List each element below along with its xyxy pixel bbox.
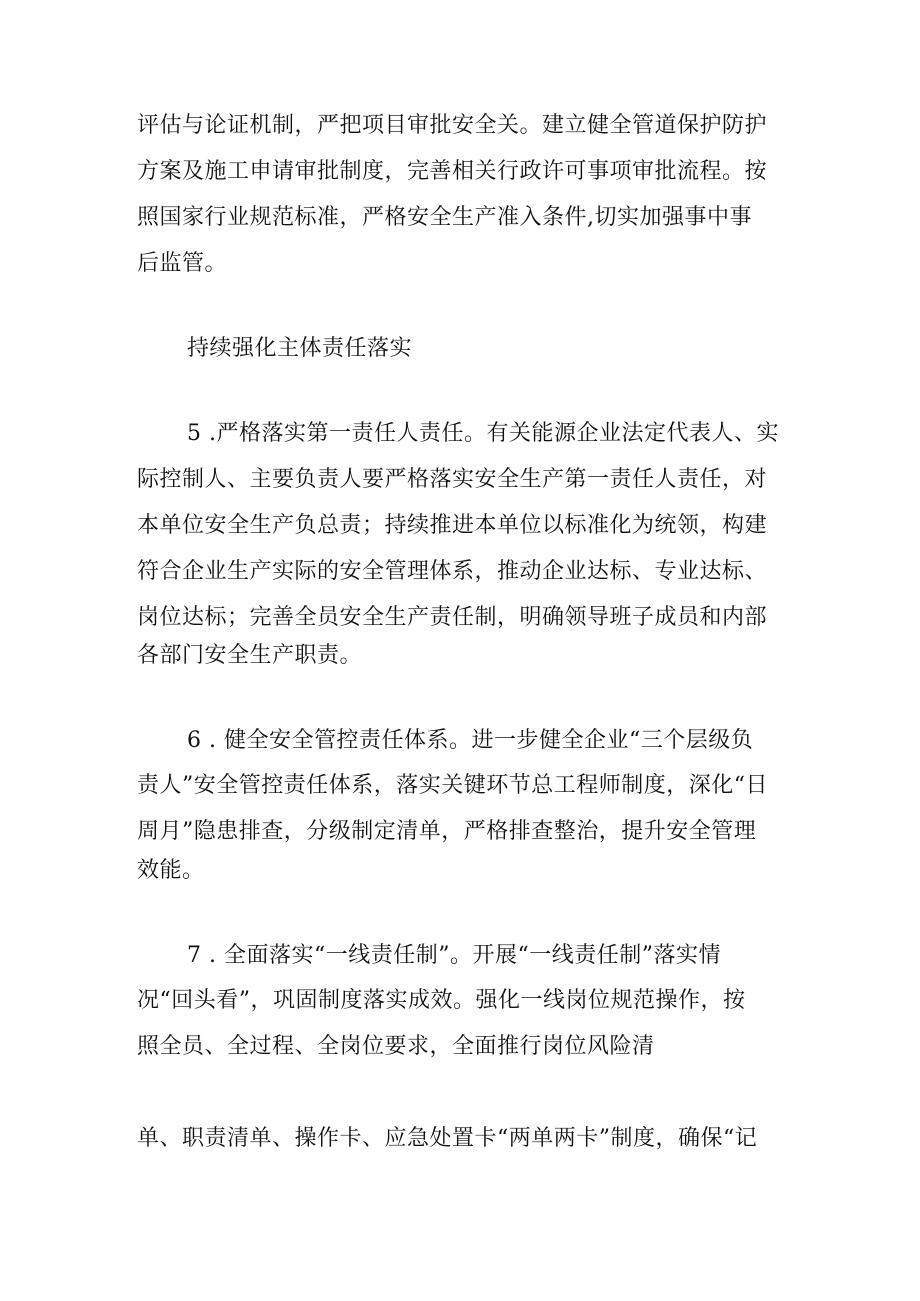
paragraph-line: 本单位安全生产负总责；持续推进本单位以标准化为统领，构建 (137, 513, 768, 538)
paragraph-line: 7 . 全面落实“一线责任制”。开展“一线责任制”落实情 (187, 943, 721, 968)
paragraph-line: 责人”安全管控责任体系，落实关键环节总工程师制度，深化“日 (137, 773, 768, 798)
paragraph-line: 5 .严格落实第一责任人责任。有关能源企业法定代表人、实 (187, 421, 779, 446)
paragraph-line: 评估与论证机制，严把项目审批安全关。建立健全管道保护防护 (137, 113, 768, 138)
paragraph-line: 照全员、全过程、全岗位要求，全面推行岗位风险清 (137, 1034, 655, 1059)
paragraph-line: 周月”隐患排查，分级制定清单，严格排查整治，提升安全管理 (137, 819, 757, 844)
paragraph-line: 符合企业生产实际的安全管理体系，推动企业达标、专业达标、 (137, 559, 768, 584)
paragraph-line: 各部门安全生产职责。 (137, 643, 363, 668)
paragraph-line: 后监管。 (137, 251, 228, 276)
paragraph-line: 单、职责清单、操作卡、应急处置卡“两单两卡”制度，确保“记 (137, 1126, 758, 1151)
paragraph-line: 照国家行业规范标准，严格安全生产准入条件,切实加强事中事 (137, 205, 752, 230)
paragraph-line: 岗位达标；完善全员安全生产责任制，明确领导班子成员和内部 (137, 605, 768, 630)
paragraph-line: 况“回头看”，巩固制度落实成效。强化一线岗位规范操作，按 (137, 988, 746, 1013)
paragraph-line: 效能。 (137, 858, 205, 883)
paragraph-line: 6 . 健全安全管控责任体系。进一步健全企业“三个层级负 (187, 728, 754, 753)
paragraph-line: 方案及施工申请审批制度，完善相关行政许可事项审批流程。按 (137, 159, 768, 184)
paragraph-line: 际控制人、主要负责人要严格落实安全生产第一责任人责任，对 (137, 467, 768, 492)
section-heading: 持续强化主体责任落实 (187, 336, 413, 361)
